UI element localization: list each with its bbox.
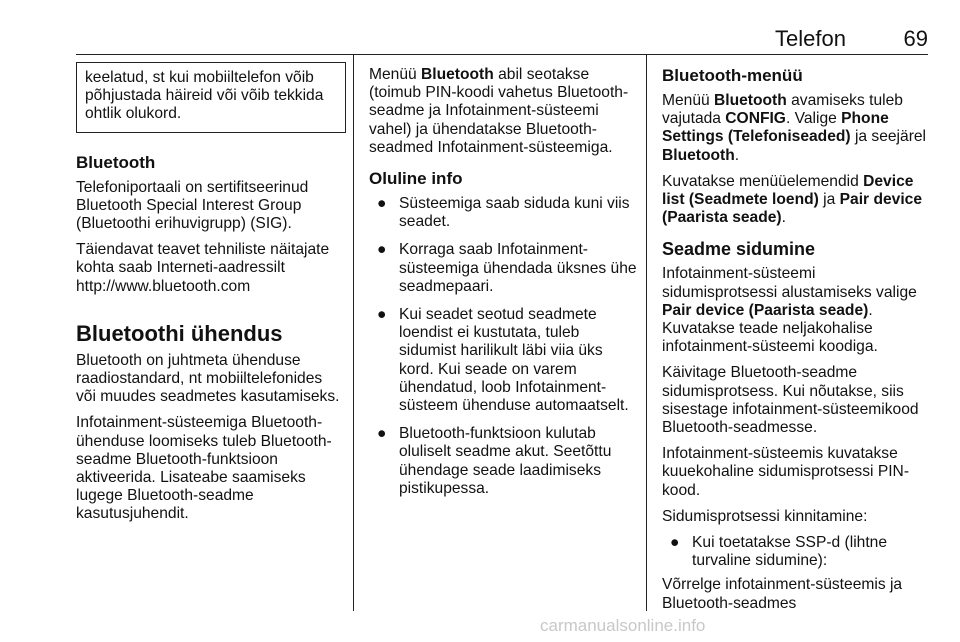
- connection-paragraph-2: Infotainment-süsteemiga Bluetooth-ühenduse loomiseks tuleb Bluetooth-seadme Bluetooth-funktsioon aktiveerida. Lisateabe saamiseks lugege Bluetooth-seadme kasutusjuhendit.: [76, 414, 332, 523]
- list-item: ● Kui seadet seotud seadmete loendist ei kustutata, tuleb sidumist harilikult läbi viia üks kord. Kui seade on varem ühendatud, loob Infotainment-süsteem ühenduse automaatselt.: [377, 306, 629, 415]
- list-item: ● Süsteemiga saab siduda kuni viis seadet.: [377, 195, 630, 231]
- list-item: ● Korraga saab Infotainment-süsteemiga ühendada üksnes ühe seadmepaari.: [377, 241, 637, 295]
- bullet-icon: ●: [670, 534, 680, 552]
- page-title: Telefon: [775, 26, 846, 51]
- watermark: carmanualsonline.info: [540, 616, 706, 635]
- list-item: ● Bluetooth-funktsioon kulutab oluliselt seadme akut. Seetõttu ühendage seade laadimiseks pistikupessa.: [377, 425, 612, 497]
- bluetooth-menu-heading: Bluetooth-menüü: [662, 66, 803, 85]
- connection-heading: Bluetoothi ühendus: [76, 320, 283, 346]
- bullet-icon: ●: [377, 425, 387, 443]
- pairing-paragraph-2: Käivitage Bluetooth-seadme sidumisprotsess. Kui nõutakse, siis sisestage infotainment-süsteemikood Bluetooth-seadmesse.: [662, 364, 919, 437]
- important-info-heading: Oluline info: [369, 169, 463, 189]
- column-1: [76, 62, 346, 532]
- page-header: [76, 26, 928, 52]
- connection-paragraph-1: Bluetooth on juhtmeta ühenduse raadiostandard, nt mobiiltelefonides või muudes seadmetes kasutamiseks.: [76, 351, 340, 406]
- pairing-heading: Seadme sidumine: [662, 239, 816, 260]
- column-divider-1: [353, 55, 354, 611]
- pairing-sub-paragraph: Võrrelge infotainment-süsteemis ja Bluetooth-seadmes: [662, 576, 903, 612]
- column-3: [662, 66, 932, 621]
- pairing-list: [662, 534, 932, 570]
- warning-text: keelatud, st kui mobiiltelefon võib põhjustada häireid või võib tekkida ohtlik olukord.: [85, 69, 324, 123]
- bluetooth-paragraph-1: Telefoniportaali on sertifitseerinud Bluetooth Special Interest Group (Bluetoothi erihuvigrupp) (SIG).: [76, 178, 309, 233]
- warning-box: [76, 62, 346, 133]
- pairing-paragraph-4: Sidumisprotsessi kinnitamine:: [662, 507, 868, 525]
- menu-intro: Menüü Bluetooth abil seotakse (toimub PIN-koodi vahetus Bluetooth-seadme ja Infotainment-süsteemi vahel) ja ühendatakse Bluetooth-seadmed Infotainment-süsteemiga.: [369, 66, 629, 156]
- bullet-icon: ●: [377, 195, 387, 213]
- bullet-icon: ●: [377, 241, 387, 259]
- pairing-paragraph-1: Infotainment-süsteemi sidumisprotsessi alustamiseks valige Pair device (Paarista seade). Kuvatakse teade neljakohalise infotainment-süsteemi koodiga.: [662, 265, 917, 356]
- bluetooth-menu-paragraph-1: Menüü Bluetooth avamiseks tuleb vajutada CONFIG. Valige Phone Settings (Telefoniseaded) ja seejärel Bluetooth.: [662, 92, 927, 164]
- pairing-paragraph-3: Infotainment-süsteemis kuvatakse kuuekohaline sidumisprotsessi PIN-kood.: [662, 445, 910, 499]
- important-info-list: [369, 195, 639, 498]
- list-item: ● Kui toetatakse SSP-d (lihtne turvaline sidumine):: [670, 534, 888, 570]
- bluetooth-heading: Bluetooth: [76, 152, 156, 172]
- header-rule: [76, 54, 928, 55]
- column-divider-2: [646, 55, 647, 611]
- bluetooth-menu-paragraph-2: Kuvatakse menüüelemendid Device list (Seadmete loend) ja Pair device (Paarista seade).: [662, 172, 923, 227]
- column-2: [369, 66, 639, 508]
- bullet-icon: ●: [377, 306, 387, 324]
- bluetooth-paragraph-2: Täiendavat teavet tehniliste näitajate kohta saab Interneti-aadressilt http://www.bluetooth.com: [76, 241, 330, 295]
- page-number: 69: [903, 26, 928, 51]
